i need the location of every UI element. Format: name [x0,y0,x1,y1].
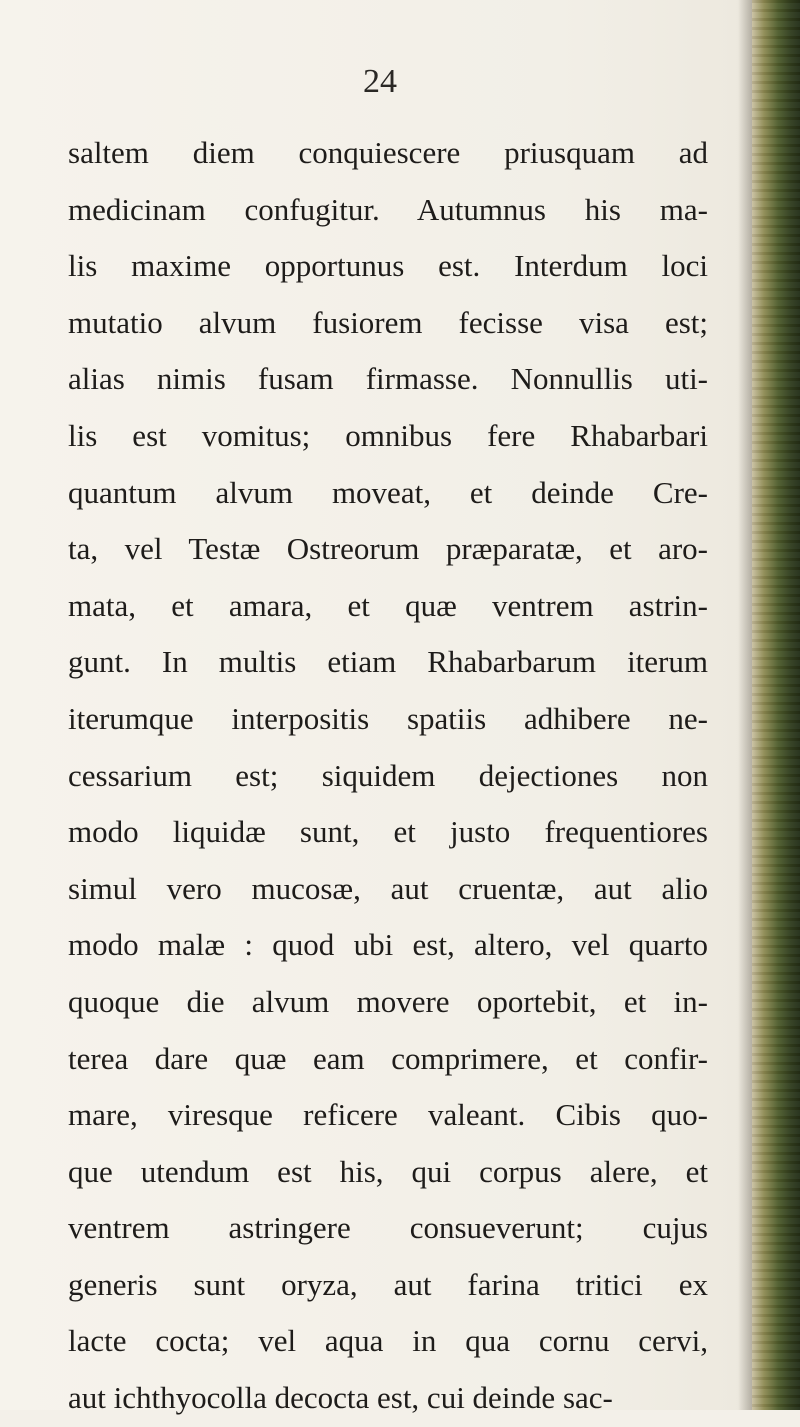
text-line: alias nimis fusam firmasse. Nonnullis uti- [68,361,708,397]
text-line: simul vero mucosæ, aut cruentæ, aut alio [68,870,708,906]
text-line: mare, viresque reficere valeant. Cibis quo- [68,1097,708,1133]
text-line: medicinam confugitur. Autumnus his ma- [68,191,708,227]
text-line: modo malæ : quod ubi est, altero, vel quarto [68,927,708,963]
page-edge-shadow [738,0,752,1410]
text-line: aut ichthyocolla decocta est, cui deinde sac- [68,1380,613,1416]
text-line: ventrem astringere consueverunt; cujus [68,1210,708,1246]
text-line: saltem diem conquiescere priusquam ad [68,135,708,170]
text-line: terea dare quæ eam comprimere, et confir- [68,1040,708,1076]
text-line: cessarium est; siquidem dejectiones non [68,757,708,793]
text-line: mutatio alvum fusiorem fecisse visa est; [68,304,708,340]
text-line: que utendum est his, qui corpus alere, et [68,1153,708,1189]
text-line: lis est vomitus; omnibus fere Rhabarbari [68,417,708,453]
text-line: lacte cocta; vel aqua in qua cornu cervi, [68,1323,708,1359]
text-line: iterumque interpositis spatiis adhibere ne- [68,700,708,736]
text-line: lis maxime opportunus est. Interdum loci [68,248,708,284]
book-edge-strip [752,0,800,1410]
text-line: quantum alvum moveat, et deinde Cre- [68,474,708,510]
text-line: modo liquidæ sunt, et justo frequentiores [68,814,708,850]
text-line: generis sunt oryza, aut farina tritici ex [68,1266,708,1302]
text-line: ta, vel Testæ Ostreorum præparatæ, et aro- [68,531,708,567]
body-text [68,125,708,1427]
text-line: quoque die alvum movere oportebit, et in- [68,983,708,1019]
page-number: 24 [363,63,397,100]
text-line: mata, et amara, et quæ ventrem astrin- [68,587,708,623]
text-line: gunt. In multis etiam Rhabarbarum iterum [68,644,708,680]
